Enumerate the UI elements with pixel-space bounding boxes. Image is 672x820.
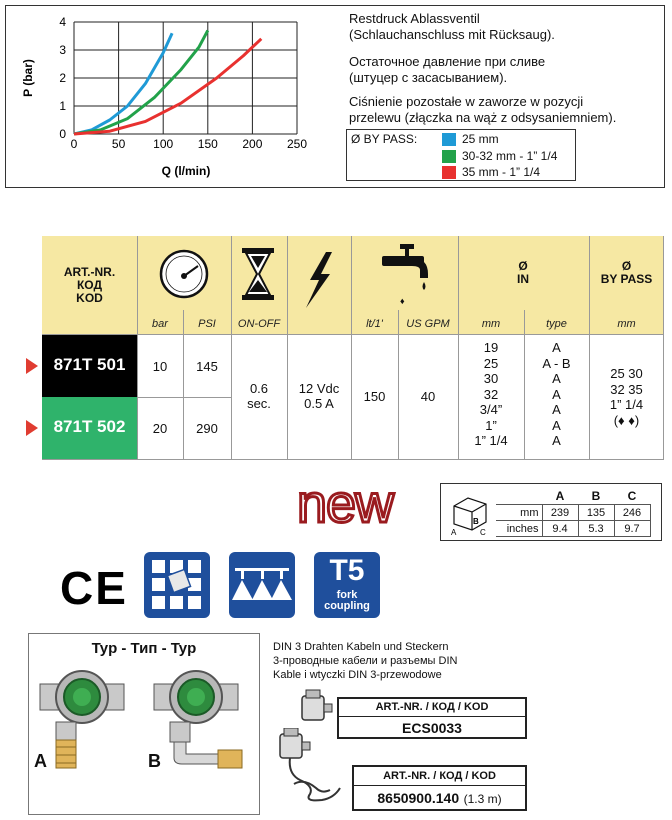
table-divider [231,236,232,460]
ce-mark-text: CE [60,562,128,612]
column-header: B [591,488,601,503]
box-dimensions-icon [446,488,494,536]
valve-type-a-icon [34,662,134,772]
table-row [42,397,137,459]
article-code: 8650900.140 [377,790,460,806]
lightning-icon [300,250,336,310]
inlet-mm-list [458,340,524,449]
x-tick-label: 250 [286,137,308,151]
legend-swatch [442,133,456,146]
pressure-psi: 290 [196,421,218,436]
bypass-legend [346,129,576,181]
table-divider [42,459,664,460]
table-row [496,505,650,521]
value-line: 0.6 [249,381,269,396]
inlet-type-value: A - B [542,355,571,371]
bypass-header [589,260,664,286]
spray-nozzles-badge-icon [229,552,295,618]
legend-label: 35 mm - 1” 1/4 [462,165,541,179]
header-line: IN [517,272,529,286]
inlet-mm-value: 3/4” [479,402,503,417]
inlet-type-value: A [552,340,561,355]
bypass-mm-value: 25 30 [610,366,643,381]
tap-marker: ♦ [400,296,405,306]
description-pl [349,94,616,126]
flow-lt: 150 [363,389,386,404]
x-tick-label: 0 [70,137,78,151]
inlet-mm-value: 30 [483,371,499,386]
inlet-mm-value: 19 [483,340,499,355]
art-number-header [42,266,137,305]
value-line: 0.5 A [304,396,334,411]
types-title: Typ - Тип - Typ [91,640,197,657]
table-row [496,487,650,505]
valve-type-b-icon [148,662,252,772]
legend-item [442,149,576,164]
description-line: Ciśnienie pozostałe w zaworze w pozycji [349,94,584,109]
inlet-type-value: A [552,433,561,448]
legend-item [442,132,576,147]
pressure-gauge-icon [158,248,210,300]
y-tick-label: 4 [59,15,66,29]
unit-cell: inches [496,521,542,537]
dimensions-table [496,487,651,537]
table-cell: 135 [578,505,614,521]
table-row [496,521,650,537]
unit-cell: mm [496,505,542,521]
column-header: C [627,488,637,503]
inlet-type-value: A [552,402,561,417]
table-cell: 5.3 [578,521,614,537]
description-ru [349,54,545,86]
code-header: ART.-NR. / КОД / KOD [339,699,525,717]
description-line: 3-проводные кабели и разъемы DIN [273,655,458,667]
x-tick-label: 100 [153,137,174,151]
table-divider [137,397,231,398]
x-tick-label: 150 [197,137,218,151]
description-line: Остаточное давление при сливе [349,54,546,69]
table-divider [287,236,288,460]
table-divider [398,310,399,460]
bypass-mm-value: 32 35 [610,381,643,397]
flow-gpm: 40 [420,389,436,404]
unit-bypass-mm: mm [617,318,636,330]
chart-curves [74,30,261,134]
x-tick-label: 50 [111,137,126,151]
unit-onoff: ON-OFF [237,318,281,330]
pressure-bar: 20 [152,421,168,436]
inlet-type-value: A [552,371,561,386]
type-b-label: B [148,751,161,771]
table-cell: 239 [542,505,578,521]
article-number: 871T 502 [53,417,126,436]
t5-fork-coupling-badge [314,552,380,618]
din-connector-cable-icon [270,728,360,806]
legend-item [442,165,576,180]
bypass-mm-value: 1” 1/4 [609,397,644,412]
x-tick-label: 200 [242,137,263,151]
unit-type: type [546,318,567,330]
article-code-note: (1.3 m) [463,792,502,806]
new-logo [275,478,415,534]
unit-lt: lt/1' [366,318,383,330]
inlet-mm-value: 1” [485,417,497,433]
value-line: 12 Vdc [298,381,340,396]
hourglass-icon [240,246,276,302]
pressure-bar: 10 [152,359,168,374]
inlet-type-value: A [552,417,561,433]
header-line: КОД [76,278,103,292]
header-line: ART.-NR. [63,265,116,279]
inlet-mm-value: 25 [483,355,499,371]
table-divider [351,236,352,460]
unit-mm: mm [481,318,501,330]
table-cell: 246 [614,505,650,521]
t5-subtitle-line: fork [336,589,358,601]
table-divider [183,310,184,460]
description-line: Kable i wtyczki DIN 3-przewodowe [273,669,442,681]
inlet-mm-value: 1” 1/4 [474,433,508,448]
y-tick-label: 1 [59,99,66,113]
t5-title: T5 [329,554,365,587]
legend-swatch [442,166,456,179]
legend-swatch [442,150,456,163]
box-label: B [473,517,479,526]
table-row [42,335,137,397]
series-line [74,30,208,134]
box-label: A [451,528,457,536]
din-connector-icon [296,688,336,728]
new-text: new [296,478,394,534]
description-line: przelewu (złączka na wąż z odsysaniemniem). [349,110,617,125]
description-de [349,11,555,43]
inlet-mm-value: 32 [483,386,499,402]
inlet-type-value: A [552,386,561,402]
x-axis-label: Q (l/min) [161,164,211,178]
inlet-type-list [524,340,589,449]
ce-mark-icon [60,562,130,612]
article-code: ECS0033 [402,720,462,736]
article-number: 871T 501 [53,355,126,374]
water-tap-icon [378,240,438,310]
t5-subtitle-line: coupling [324,600,370,612]
modular-grid-badge-icon [144,552,210,618]
type-a-label: A [34,751,47,771]
description-line: (штуцер с засасыванием). [349,70,508,85]
row-marker-icon [26,420,38,436]
description-line: DIN 3 Drahten Kabeln und Steckern [273,641,449,653]
header-line: Ø [518,259,528,273]
article-code-row [354,787,525,810]
chart-grid [74,22,297,134]
y-tick-label: 0 [59,127,66,141]
switch-time [231,381,287,411]
description-line: Restdruck Ablassventil [349,11,480,26]
inlet-header [458,260,588,286]
legend-label: 25 mm [462,132,499,146]
code-header: ART.-NR. / КОД / KOD [354,767,525,786]
table-cell: 9.4 [542,521,578,537]
header-line: BY PASS [600,272,653,286]
unit-gpm: US GPM [406,318,450,330]
header-line: KOD [76,291,103,305]
box-label: C [480,528,486,536]
bypass-mm-value: (♦ ♦) [613,412,640,428]
bypass-mm-list [589,366,664,428]
y-axis-label: P (bar) [21,59,35,97]
electrical-rating [287,381,351,411]
legend-label: 30-32 mm - 1” 1/4 [462,149,558,163]
code-box-2 [352,765,527,811]
row-marker-icon [26,358,38,374]
table-cell: 9.7 [614,521,650,537]
unit-bar: bar [152,318,168,330]
cable-description [273,640,457,682]
legend-title: Ø BY PASS: [351,132,418,146]
pressure-chart [20,10,330,185]
y-tick-label: 3 [59,43,66,57]
unit-psi: PSI [198,318,216,330]
description-line: (Schlauchanschluss mit Rücksaug). [349,27,555,42]
code-box-1 [337,697,527,739]
column-header: A [555,488,565,503]
header-line: Ø [621,259,632,273]
series-line [74,39,261,134]
value-line: sec. [247,396,271,411]
t5-subtitle [314,590,380,612]
y-tick-label: 2 [59,71,66,85]
pressure-psi: 145 [196,359,218,374]
